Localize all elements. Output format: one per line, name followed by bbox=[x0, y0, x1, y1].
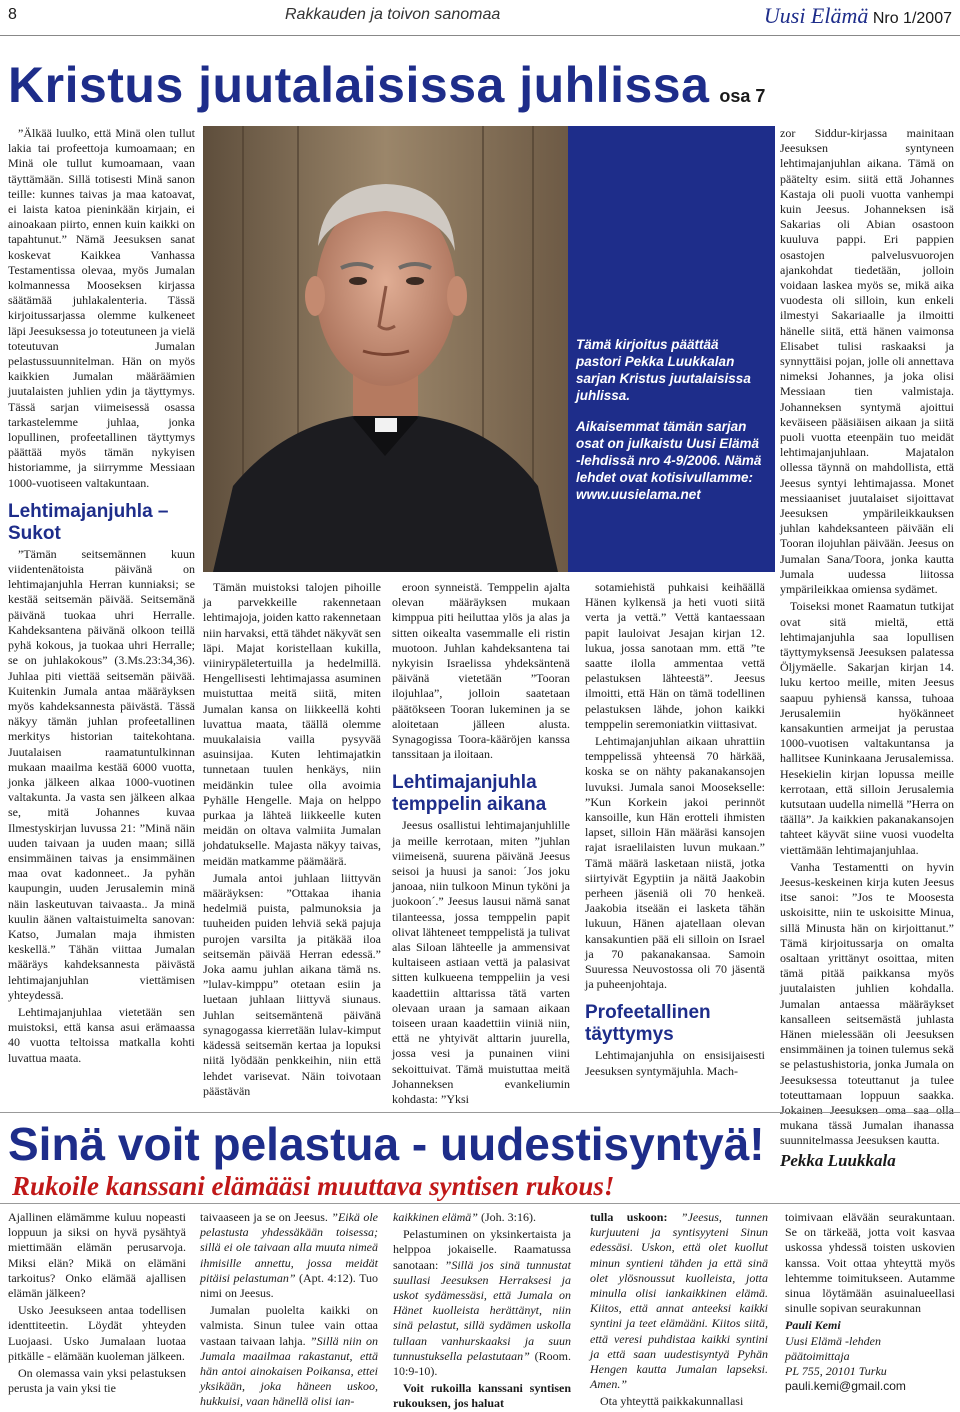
contact-name: Pauli Kemi bbox=[785, 1318, 841, 1333]
text-run: Jumalan puolelta kaikki on valmista. Sinun tulee vain ottaa vastaan taivaan lahja. bbox=[200, 1303, 378, 1348]
paragraph: Vanha Testamentti on hyvin Jeesus-keskeinen kirja kuten Jeesus itse sanoi: ”Jos te Moosesta uskoisitte, niin te uskoisitte Minua, sillä Minusta hän on kirjoittanut.” Tämä kirjoitussarja on omalta osaltaan yrittänyt osoittaa, miten tämä pitää paikkansa myös juutalaisten juhlien kohdalla. Jumalan antaessa määräykset kansalleen seitsemästä juhlasta Hänen mielessään oli Jeesuksen ensimmäinen ja toinen tulemus sekä se pelastushistoria, jonka Jumala on Jeesuksessa toteuttanut ja tulee toteuttamaan loppuun saakka. Jokainen Jeesuksen oma saa olla mukana tässä Jumalan ihanassa suunnitelmassa Jeesuksen kautta. bbox=[780, 859, 954, 1148]
issue-info bbox=[764, 3, 952, 29]
article-column-4 bbox=[585, 580, 765, 1112]
section-heading: Lehtimajanjuhla – Sukot bbox=[8, 500, 169, 544]
scripture-reference: (Room. 10:9-10). bbox=[393, 1348, 571, 1379]
article-headline bbox=[8, 56, 952, 116]
paragraph: zor Siddur-kirjassa mainitaan Jeesuksen syntyneen lehtimajanjuhlan aikana. Tämä on päätelty esim. siitä että Johannes Kastaja oli puoli vuotta vanhempi kuin Jeesus. Johanneksen isä Sakarias oli Abian osastoon kuuluva pappi. Eri pappien osastojen palvelusvuorojen ajankohdat tiedetään, jolloin voidaan laskea myös se, mikä aika vuodesta oli silloin, kun enkeli ilmestyi Sakariaalle ja ilmoitti hänelle siitä, että hänen vaimonsa Elisabet tulisi raskaaksi ja synnyttäisi pojan, jolle oli annettava nimeksi Johannes, ja joka olisi Messiaan tien valmistaja. Johanneksen syntymä ajoittui keväiseen pääsiäisen aikaan ja siitä puoli vuotta eteenpäin tuo meidät lehtimajanjuhlaan. Majatalon ollessa täynnä on mahdollista, että Jeesus syntyi lehtimajassa. Monet messiaaniset juutalaiset sijoittavat Jeesuksen ympärileikkauksen juhlan kahdeksanteen päivään eli Tooran ilojuhlan päivään. Jeesus on Jumalan Sana/Toora, jonka kautta Jumala uudessa liitossa ympärileikkaa omiensa sydämet. bbox=[780, 126, 954, 597]
paragraph: sotamiehistä puhkaisi keihäällä Hänen kylkensä ja heti vuoti siitä verta ja vettä.” Vettä kantaessaan papit lauloivat Jesajan kirjan 12. lukua, jossa sanotaan mm. että ”te saatte ilolla ammentaa vettä pelastuksen lähteestä”. Jeesus ilmoitti, että Hän on tämä todellinen pelastuksen lähde, johon kaikki temppelin seremoniatkin viittasivat. bbox=[585, 580, 765, 731]
paragraph: Lehtimajanjuhlaa vietetään sen muistoksi, että kansa asui erämaassa 40 vuotta teltoissa matkalla kohti luvattua maata. bbox=[8, 1004, 195, 1065]
magazine-name: Uusi Elämä bbox=[763, 3, 869, 28]
article-column-2 bbox=[203, 580, 381, 1112]
info-text-previous-issues: Aikaisemmat tämän sarjan osat on julkaistu Uusi Elämä -lehdissä nro 4-9/2006. Nämä lehdet ovat kotisivullamme: www.uusielama.net bbox=[576, 419, 762, 502]
contact-organization: Uusi Elämä -lehden bbox=[785, 1333, 881, 1348]
author-portrait-photo bbox=[203, 126, 568, 572]
paragraph bbox=[590, 1210, 768, 1392]
page-number: 8 bbox=[8, 6, 17, 23]
bottom-column-4 bbox=[590, 1210, 768, 1409]
contact-block bbox=[785, 1318, 955, 1394]
series-info-box bbox=[568, 126, 775, 572]
info-text: Tämä kirjoitus päättää pastori Pekka Luukkalan sarjan Kristus juutalaisissa juhlissa. bbox=[576, 337, 751, 403]
text-run: tulla uskoon: bbox=[590, 1210, 668, 1224]
paragraph: Ajallinen elämämme kuluu nopeasti loppuun ja siksi on hyvä pysähtyä miettimään elämän perusarvoja. Miksi elän? Mikä on elämäni tarkoitus? Onko elämää ajallisen elämän jälkeen? bbox=[8, 1210, 186, 1301]
contact-email[interactable]: pauli.kemi@gmail.com bbox=[785, 1379, 906, 1394]
paragraph bbox=[200, 1210, 378, 1301]
article-title: Kristus juutalaisissa juhlissa bbox=[8, 57, 710, 113]
paragraph: toimivaan elävään seurakuntaan. Se on tärkeää, jotta voit kasvaa uskossa yhdessä toisten uskovien kanssa. Voit ottaa yhteyttä myös lehtemme toimitukseen. Autamme sinua löytämään asuinalueellasi sinulle sopivan seurakunnan bbox=[785, 1210, 955, 1316]
text-run: taivaaseen ja se on Jeesus. bbox=[200, 1210, 328, 1224]
paragraph: Toiseksi monet Raamatun tutkijat ovat sitä mieltä, että lehtimajanjuhla saa lopullisen täyttymyksensä Jeesuksen palatessa Öljymäelle. Sakarjan kirjan 14. luku kertoo meille, miten Jeesus saapuu pyhiensä kanssa, tuhoaa Jerusalemiin hyökänneet kansakuntien armeijat ja perustaa 1000-vuotisen valtakuntansa ja hallitsee Kuninkaana Jerusalemissa. Hesekielin kirjan lopussa meille kerrotaan, että silloin Jerusalemia kutsutaan uudella nimellä ”Herra on täällä”. Ja kaikkien pakanakansojen tahteet käyvät siine vuosi vuodelta viettämään lehtimajanjuhlaa. bbox=[780, 599, 954, 857]
article-column-5 bbox=[780, 126, 954, 1170]
bottom-column-2 bbox=[200, 1210, 379, 1409]
page-header bbox=[0, 0, 960, 36]
paragraph: On olemassa vain yksi pelastuksen perusta ja vain yksi tie bbox=[8, 1366, 186, 1396]
paragraph: Voit rukoilla kanssani syntisen rukouksen, jos haluat bbox=[393, 1381, 571, 1411]
scripture-reference: (Joh. 3:16). bbox=[477, 1210, 536, 1224]
scripture-reference: (Apt. 4:12). Tuo nimi on Jeesus. bbox=[200, 1270, 378, 1301]
prayer-text: ”Jeesus, tunnen kurjuuteni ja syntisyyteni Sinun edessäsi. Uskon, että olet kuollut minun syntieni tähden ja että sinä olet ylösnoussut kuolleista, jotta minulla olisi iankaikkinen elämä. Kiitos, että annat anteeksi kaikki syntini ja teet elämääni. Kiitos siitä, että veresi puhdistaa kaikki syntini ja että saan uudestisyntyä Pyhän Hengen kautta Jumalan lapseksi. Amen.” bbox=[590, 1210, 768, 1392]
paragraph: Usko Jeesukseen antaa todellisen identtiteetin. Löydät yhteyden Luojaasi. Usko Jumalaan luotaa pitkälle - elämään kuoleman jälkeen. bbox=[8, 1303, 186, 1363]
text-run: Pelastuminen on yksinkertaista ja helppoa jokaiselle. Raamatussa sanotaan: bbox=[393, 1227, 571, 1272]
author-signature: Pekka Luukkala bbox=[780, 1150, 896, 1170]
bottom-column-3 bbox=[393, 1210, 571, 1411]
paragraph: Ota yhteyttä paikkakunnallasi bbox=[600, 1394, 744, 1409]
section-heading: Profeetallinen täyttymys bbox=[585, 1002, 711, 1046]
section-heading: Lehtimajanjuhla temppelin aikana bbox=[392, 772, 547, 816]
paragraph: Lehtimajanjuhla on ensisijaisesti Jeesuksen syntymäjuhla. Mach- bbox=[585, 1048, 765, 1078]
scripture-quote: kaikkinen elämä” bbox=[393, 1210, 478, 1224]
paragraph: ”Tämän seitsemännen kuun viidentenätoista päivänä on lehtimajanjuhla Herran kunniaksi; se kestää seitsemän päivää. Seitsemänä päivänä tuokaa uhri Herralle. Kahdeksantena päivänä olkoon teillä pyhä kokous, ja tuokaa uhri Herralle; se on juhlakokous” (3.Ms.23:34,36). Juhlaa piti viettää seitsemän päivää. Kuitenkin Jumala antaa määräyksen myös kahdeksannesta päivästä. Tässä näkyy tämän juhlan profeetallinen merkitys historian taitekohtana. Juutalaisen raamatuntulkinnan mukaan maailma kestää 6000 vuotta, jonka jälkeen alkaa 1000-vuotinen valtakunta. Ja vasta sen jälkeen alkaa se, mitä Johannes kuvaa Ilmestyskirjan luvussa 21: ”Minä näin uuden taivaan ja uuden maan; sillä ensimmäinen taivas ja ensimmäinen maa ovat kadonneet.. Ja pyhän kaupungin, uuden Jerusalemin minä näin laskeutuvan taivaasta.. Ja minä kuulin äänen valtaistuimelta sanovan: Katso, Jumalan maja ihmisten keskellä.” Tähän viittaa Jumalan määräys kahdeksannesta päivästä lehtimajanjuhlan viettämisen yhteydessä. bbox=[8, 546, 195, 1002]
article-column-3 bbox=[392, 580, 570, 1112]
paragraph: Jeesus osallistui lehtimajanjuhlille ja meille kerrotaan, miten ”juhlan viimeisenä, suurena päivänä Jeesus seisoi ja huusi ja sanoi: ´Jos joku janoaa, niin tulkoon Minun tyköni ja juokoon´.” Jeesus lausui nämä sanat tilanteessa, jossa temppelin papit olivat lähteneet temppelistä ja tulivat alas Siloan lähteelle ja ammensivat kultaiseen astiaan vettä ja palasivat sitten kulkueena temppeliin ja vesi kaadettiin alttarissa tätä varten olevaan uraan ja samaan aikaan toiseen uraan kaadettiin viiniä niin, että ne yhtyivät alttarin juurella, jossa vesi ja punainen viini sekoittuivat. Tämä muistuttaa meitä Johanneksen evankeliumin kohdasta: ”Yksi bbox=[392, 818, 570, 1107]
paragraph bbox=[393, 1227, 571, 1379]
bottom-column-1 bbox=[8, 1210, 186, 1400]
paragraph: Jumala antoi juhlaan liittyvän määräyksen: ”Ottakaa ihania hedelmiä puista, palmunoksia ja tuuheiden puiden lehviä sekä pajuja purojen varsilta ja pitäkää iloa seitsemän päivää Herran edessä.” Joka aamu juhlan aikana tämä ns. ”lulav-kimppu” otetaan esiin ja luetaan juhlaan liittyvä siunaus. Juhlan seitsemäntenä päivänä synagogassa kierretään lulav-kimput kädessä seitsemän kertaa ja lopuksi niitä lyödään penkkeihin, niin että lehdet varisevat. Näin toivotaan päästävän bbox=[203, 870, 381, 1098]
contact-role: päätoimittaja bbox=[785, 1348, 850, 1363]
paragraph: Lehtimajanjuhlan aikaan uhrattiin temppelissä yhteensä 70 härkää, koska se on nähty pakanakansojen luvuksi. Jumala sanoi Moosekselle: ”Kun Korkein jakoi perinnöt kansoille, kun Hän erotteli ihmisten lapset, silloin Hän määräsi kansojen rajat israelilaisten luvun mukaan.” Tämä määrä lasketaan niistä, jotka siirtyivät Egyptiin ja näitä Jaakobin perheen jäseniä oli 70 henkeä. Jaakobia itseään ei lasketa tähän lukuun, Hänen ajatellaan olevan kansakuntien pää eli silloin on Israel ja 70 pakanakansaa. Samoin Suuressa Neuvostossa oli 70 jäsentä ja puheenjohtaja. bbox=[585, 734, 765, 992]
paragraph: ”Älkää luulko, että Minä olen tullut lakia tai profeettoja kumoamaan; en Minä ole tullut kumoamaan, vaan täyttämään. Sillä totisesti Minä sanon teille: kunnes taivas ja maa katoavat, ei laista katoa pieninkään kirjain, ei ainoakaan piirto, ennen kuin kaikki on tapahtunut.” Nämä Jeesuksen sanat koskevat Kaikkea Vanhassa Testamentissa olevaa, myös Jumalan kolmannessa Mooseksen kirjassa säätämää juhlakalenteria. Tässä kirjoitussarjassa olemme kulkeneet läpi Jeesuksessa jo toteutuneen ja vielä toteutuvan Jumalan pelastussuunnitelman. Hän on myös kaikkien Jumalan määräämien juutalaisten juhlien ydin ja täyttymys. Tässä sarjan viimeisessä osassa tarkastelemme juhlaa, jonka lopullinen, profeetallinen täyttymys päättää myös tämän nykyisen historiamme, ja siirrymme Messiaan 1000-vuotiseen valtakuntaan. bbox=[8, 126, 195, 490]
bottom-column-5 bbox=[785, 1210, 955, 1400]
paragraph: eroon synneistä. Temppelin ajalta olevan määräyksen mukaan kimppua piti heiluttaa ylös ja alas ja sitten oikealta vasemmalle eli ristin muotoon. Juhlan kahdeksantena tai nykyisin Israelissa yhdeksäntenä päivänä vietetään ”Tooran ilojuhlaa”, jolloin saatetaan päätökseen Tooran lukeminen ja se aloitetaan jälleen alusta. Synagogissa Toora-kääröjen kanssa tanssitaan ja iloitaan. bbox=[392, 580, 570, 762]
banner-title: Sinä voit pelastua - uudestisyntyä! bbox=[8, 1118, 765, 1170]
portrait-illustration bbox=[203, 126, 568, 572]
paragraph bbox=[393, 1210, 571, 1225]
issue-number: Nro 1/2007 bbox=[872, 10, 952, 27]
paragraph bbox=[200, 1303, 378, 1409]
page-tagline: Rakkauden ja toivon sanomaa bbox=[285, 6, 501, 23]
salvation-banner bbox=[0, 1112, 960, 1204]
scripture-quote: ”Sillä niin on Jumala maailmaa rakastanut, että hän antoi ainokaisen Poikansa, ettei yksikään, joka häneen uskoo, hukkuisi, vaan hänellä olisi ian- bbox=[200, 1333, 379, 1409]
scripture-quote: ”Sillä jos sinä tunnustat suullasi Jeesuksen Herraksesi ja uskot sydämessäsi, että Jumala on Hänet kuolleista herättänyt, niin sinä pelastut, sillä sydämen uskolla tullaan vanhurskaaksi ja suun tunnustuksella pelastutaan” bbox=[393, 1257, 571, 1363]
contact-address: PL 755, 20101 Turku bbox=[785, 1364, 887, 1379]
banner-subtitle: Rukoile kanssani elämääsi muuttava syntisen rukous! bbox=[12, 1171, 615, 1201]
article-column-1 bbox=[8, 126, 195, 1114]
scripture-quote: ”Eikä ole pelastusta yhdessäkään toisessa; sillä ei ole taivaan alla muuta nimeä ihmisille annettu, jossa meidät pitäisi pelastuman” bbox=[200, 1210, 378, 1285]
article-part-label: osa 7 bbox=[719, 86, 766, 106]
paragraph: Tämän muistoksi talojen pihoille ja parvekkeille rakennetaan lehtimajoja, joiden katto rakennetaan niin harvaksi, että tähdet näkyvät sen läpi. Majat koristellaan kukilla, viinirypäletertuilla ja hedelmillä. Hengellisesti lehtimajassa asuminen muistuttaa meitä siitä, miten Jumalan kansa on liikkeellä kohti luvattua maata, täällä olemme muukalaisia vailla pysyvää asuinsijaa. Kuten lehtimajatkin tunnetaan tuulen henkäys, niin meidänkin tulee olla avoimia Pyhälle Hengelle. Maja on helppo purkaa ja lähteä liikkeelle kuten meidän on oltava valmiita Jumalan johdatukselle. Majasta näkyy taivas, meidän matkamme päämäärä. bbox=[203, 580, 381, 868]
